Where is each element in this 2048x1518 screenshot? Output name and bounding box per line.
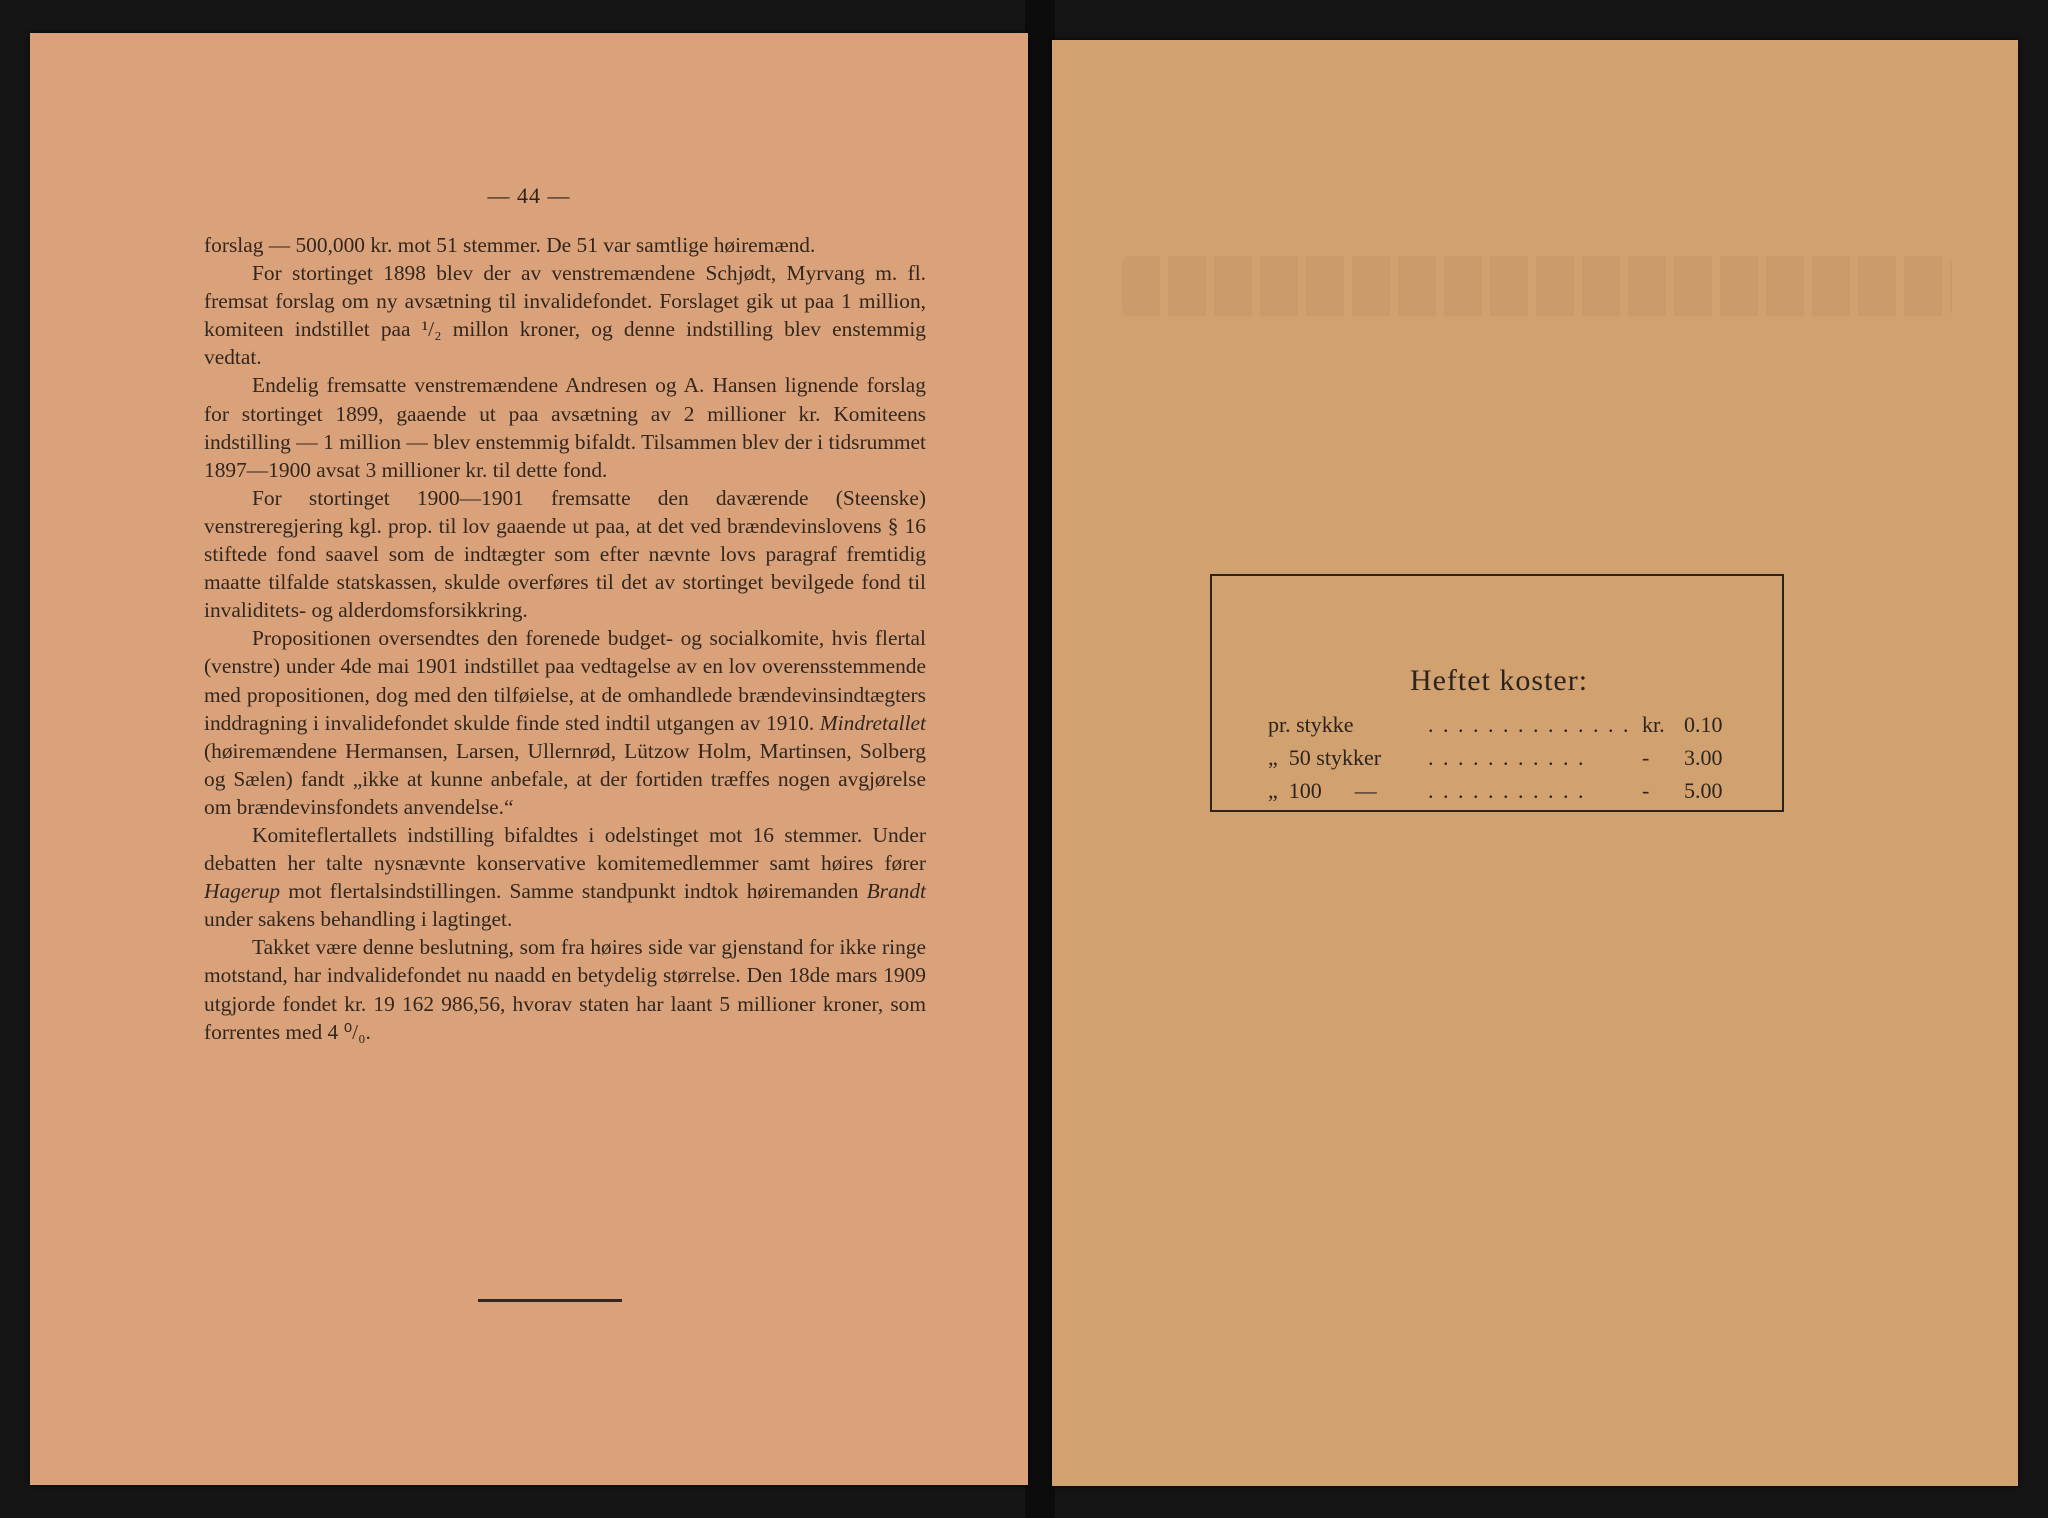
paragraph-6-italic-1: Hagerup: [204, 879, 281, 904]
price-row: [1268, 778, 1728, 808]
paragraph-5-text-a: Propositionen oversendtes den forenede budget- og socialkomite, hvis flertal (venstre) under 4de mai 1901 indstillet paa vedtagelse av en lov overensstemmende med propositionen, dog med den tilføielse, at de omhandlede brændevinsindtægters inddragning i invalidefondet skulde finde sted indtil utgangen av 1910.: [204, 626, 926, 735]
paragraph-4: For stortinget 1900—1901 fremsatte den daværende (Steenske) venstreregjering kgl. prop. til lov gaaende ut paa, at det ved brændevinslovens § 16 stiftede fond saavel som de indtægter som efter nævnte lovs paragraf fremtidig maatte tilfalde statskassen, skulde overføres til det av stortinget bevilgede fond til invaliditets- og alderdomsforsikkring.: [204, 485, 926, 623]
paragraph-3: Endelig fremsatte venstremændene Andresen og A. Hansen lignende forslag for stortinget 1899, gaaende ut paa avsætning av 2 millioner kr. Komiteens indstilling — 1 million — blev enstemmig bifaldt. Tilsammen blev der i tidsrummet 1897—1900 avsat 3 millioner kr. til dette fond.: [204, 373, 926, 482]
paragraph-2: For stortinget 1898 blev der av venstremændene Schjødt, Myrvang m. fl. fremsat forslag om ny avsætning til invalidefondet. Forslaget gik ut paa 1 million, komiteen indstillet paa ¹/₂ millon kroner, og denne indstilling blev enstemmig vedtat.: [204, 261, 926, 370]
body-text: [204, 231, 926, 1046]
price-currency: -: [1642, 745, 1650, 770]
price-dots: . . . . . . . . . . . . . .: [1428, 712, 1631, 737]
price-box: [1210, 574, 1784, 812]
paragraph-6-text-a: Komiteflertallets indstilling bifaldtes i odelstinget mot 16 stemmer. Under debatten her talte nysnævnte konservative komitemedlemmer samt høires fører: [204, 822, 926, 876]
price-label: pr. stykke: [1268, 712, 1354, 737]
price-amount: 3.00: [1684, 745, 1723, 770]
price-dots: . . . . . . . . . . .: [1428, 745, 1586, 770]
book-spine: [1025, 0, 1055, 1518]
paragraph-6: [204, 821, 926, 933]
paragraph-6-text-b: mot flertalsindstillingen. Samme standpunkt indtok høiremanden: [280, 879, 867, 904]
paragraph-6-text-c: under sakens behandling i lagtinget.: [204, 907, 513, 932]
price-currency: -: [1642, 778, 1650, 803]
paragraph-5: [204, 624, 926, 821]
paragraph-5-text-b: (høiremændene Hermansen, Larsen, Ullernrød, Lützow Holm, Martinsen, Solberg og Sælen) fandt „ikke at kunne anbefale, at der fortiden træffes nogen avgjørelse om brændevinsfondets anvendelse.“: [204, 738, 926, 819]
price-title: Heftet koster:: [1409, 664, 1589, 697]
price-label: „ 50 stykker: [1268, 745, 1382, 770]
faded-show-through: [1122, 256, 1952, 316]
paragraph-5-italic: Mindretallet: [819, 710, 926, 735]
price-label: „ 100 —: [1268, 778, 1377, 803]
paragraph-6-italic-2: Brandt: [866, 879, 926, 904]
end-rule: [478, 1299, 622, 1302]
price-dots: . . . . . . . . . . .: [1428, 778, 1586, 803]
left-page: [30, 33, 1028, 1485]
paragraph-7: Takket være denne beslutning, som fra høires side var gjenstand for ikke ringe motstand, har indvalidefondet nu naadd en betydelig størrelse. Den 18de mars 1909 utgjorde fondet kr. 19 162 986,56, hvorav staten har laant 5 millioner kroner, som forrentes med 4 ⁰/₀.: [204, 935, 926, 1044]
price-amount: 5.00: [1684, 778, 1723, 803]
price-amount: 0.10: [1684, 712, 1723, 737]
price-row: [1268, 712, 1728, 742]
paragraph-1: forslag — 500,000 kr. mot 51 stemmer. De 51 var samtlige høiremænd.: [204, 233, 816, 257]
price-row: [1268, 745, 1728, 775]
price-currency: kr.: [1642, 712, 1665, 737]
right-page: [1052, 40, 2018, 1486]
page-number: — 44 —: [487, 183, 571, 208]
